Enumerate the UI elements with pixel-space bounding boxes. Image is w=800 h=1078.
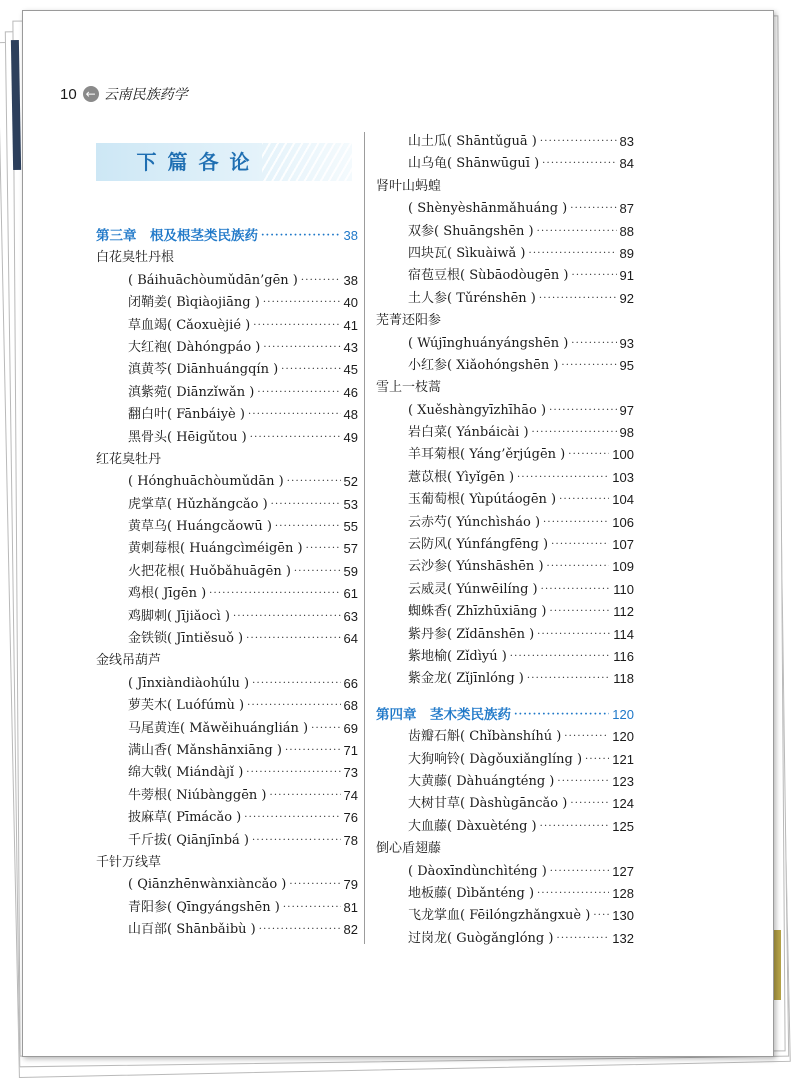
entry-title: ( Báihuāchòumǔdān’gēn ) (128, 272, 298, 288)
entry-title: 黄刺莓根( Huángcìméigēn ) (128, 541, 303, 557)
entry-title: 黄草乌( Huángcǎowū ) (128, 519, 272, 535)
entry-page-number: 69 (343, 720, 358, 736)
entry-page-number: 46 (343, 384, 358, 400)
entry-title: 紫金龙( Zǐjīnlóng ) (408, 671, 524, 687)
toc-entry (376, 771, 634, 793)
toc-entry (376, 726, 634, 748)
toc-entry (96, 628, 358, 650)
toc-entry (376, 861, 634, 883)
dot-leader (257, 382, 340, 404)
entry-title: ( Qiānzhēnwànxiàncǎo ) (128, 877, 287, 893)
toc-entry (376, 176, 634, 198)
toc-entry (376, 883, 634, 905)
entry-page-number: 84 (619, 156, 634, 172)
dot-leader (287, 471, 341, 493)
entry-page-number: 43 (343, 339, 358, 355)
toc-entry (96, 807, 358, 829)
toc-entry (96, 583, 358, 605)
entry-page-number: 52 (343, 474, 358, 490)
toc-entry (376, 668, 634, 690)
dot-leader (510, 646, 610, 668)
toc-right-column (376, 131, 634, 950)
back-arrow-icon: ← (83, 86, 99, 102)
toc-entry (376, 377, 634, 399)
entry-page-number: 91 (619, 268, 634, 284)
dot-leader (247, 695, 340, 717)
toc-entry (376, 355, 634, 377)
section-banner (96, 143, 352, 181)
dot-leader (570, 793, 609, 815)
entry-title: 金铁锁( Jīntiěsuǒ ) (128, 631, 244, 647)
toc-entry (376, 556, 634, 578)
dot-leader (585, 749, 609, 771)
entry-title: 青阳参( Qīngyángshēn ) (128, 899, 280, 915)
entry-page-number: 109 (612, 559, 634, 575)
entry-page-number: 95 (619, 357, 634, 373)
dot-leader (246, 628, 340, 650)
toc-entry (96, 695, 358, 717)
dot-leader (557, 771, 609, 793)
entry-title: 黑骨头( Hēigǔtou ) (128, 429, 247, 445)
entry-title: 地板藤( Dìbǎnténg ) (408, 885, 535, 901)
entry-page-number: 103 (612, 469, 634, 485)
entry-title: 牛蒡根( Niúbànggēn ) (128, 787, 267, 803)
toc-entry (96, 270, 358, 292)
dot-leader (285, 740, 341, 762)
entry-title: 大黄藤( Dàhuángténg ) (408, 773, 555, 789)
dot-leader (263, 292, 341, 314)
entry-title: 雪上一枝蒿 (376, 380, 442, 396)
entry-page-number: 125 (612, 818, 634, 834)
entry-title: ( Hónghuāchòumǔdān ) (128, 474, 284, 490)
entry-page-number: 114 (613, 626, 634, 642)
entry-page-number: 92 (619, 290, 634, 306)
dot-leader (517, 467, 609, 489)
entry-page-number: 121 (612, 751, 634, 767)
entry-title: 草血竭( Cǎoxuèjié ) (128, 317, 251, 333)
toc-entry (96, 315, 358, 337)
dot-leader (537, 883, 609, 905)
dot-leader (570, 198, 616, 220)
dot-leader (550, 601, 611, 623)
dot-leader (269, 785, 340, 807)
dot-leader (537, 624, 610, 646)
entry-page-number: 55 (343, 519, 358, 535)
dot-leader (263, 337, 340, 359)
toc-entry (376, 512, 634, 534)
entry-title: 山乌龟( Shānwūguī ) (408, 156, 540, 172)
entry-title: ( Wújīnghuányángshēn ) (408, 335, 569, 351)
dot-leader (246, 762, 340, 784)
entry-title: 岩白菜( Yánbáicài ) (408, 425, 529, 441)
entry-title: 火把花根( Huǒbǎhuāgēn ) (128, 563, 291, 579)
dot-leader (542, 153, 616, 175)
toc-entry (96, 650, 358, 672)
entry-page-number: 45 (343, 362, 358, 378)
dot-leader (543, 512, 609, 534)
entry-title: 绵大戟( Miándàjǐ ) (128, 765, 244, 781)
entry-title: 云沙参( Yúnshāshēn ) (408, 559, 544, 575)
toc-entry (376, 489, 634, 511)
toc-entry (96, 449, 358, 471)
dot-leader (294, 561, 341, 583)
entry-page-number: 127 (612, 863, 634, 879)
entry-title: 肾叶山蚂蝗 (376, 178, 442, 194)
entry-title: 大狗响铃( Dàgǒuxiǎnglíng ) (408, 751, 583, 767)
section-title: 下篇各论 (136, 150, 261, 174)
column-divider (364, 132, 365, 944)
dot-leader (561, 355, 616, 377)
entry-title: 玉葡萄根( Yùpútáogēn ) (408, 492, 557, 508)
entry-title: 倒心盾翅藤 (376, 841, 442, 857)
dot-leader (275, 516, 341, 538)
toc-entry (376, 243, 634, 265)
entry-title: 千针万线草 (96, 854, 162, 870)
chapter-title: 第三章 根及根茎类民族药 (96, 228, 258, 244)
entry-title: 翻白叶( Fānbáiyè ) (128, 407, 245, 423)
running-header (60, 84, 188, 104)
entry-page-number: 124 (612, 796, 634, 812)
chapter-heading (96, 225, 358, 247)
toc-entry (96, 919, 358, 941)
entry-title: ( Dàoxīndùnchìténg ) (408, 863, 547, 879)
toc-entry (376, 333, 634, 355)
entry-title: 马尾黄连( Mǎwěihuánglián ) (128, 720, 309, 736)
entry-page-number: 98 (619, 425, 634, 441)
dot-leader (559, 489, 609, 511)
entry-page-number: 53 (343, 496, 358, 512)
entry-title: 滇紫菀( Diānzǐwǎn ) (128, 384, 255, 400)
toc-entry (96, 538, 358, 560)
toc-entry (96, 382, 358, 404)
entry-title: 芜菁还阳参 (376, 313, 442, 329)
entry-title: 云威灵( Yúnwēilíng ) (408, 581, 538, 597)
entry-page-number: 61 (343, 586, 358, 602)
toc-left-column (96, 225, 358, 942)
toc-entry (96, 830, 358, 852)
entry-title: 山百部( Shānbǎibù ) (128, 922, 256, 938)
entry-page-number: 89 (619, 245, 634, 261)
banner-decoration (262, 143, 352, 181)
toc-entry (96, 561, 358, 583)
toc-entry (376, 534, 634, 556)
book-title: 云南民族药学 (103, 87, 188, 103)
entry-page-number: 41 (343, 317, 358, 333)
entry-page-number: 71 (343, 742, 358, 758)
toc-entry (376, 624, 634, 646)
entry-title: 紫地榆( Zǐdìyú ) (408, 648, 507, 664)
dot-leader (209, 583, 340, 605)
dot-leader (556, 928, 609, 950)
entry-page-number: 82 (343, 922, 358, 938)
toc-entry (376, 422, 634, 444)
dot-leader (271, 494, 341, 516)
entry-page-number: 38 (343, 228, 358, 243)
dot-leader (550, 861, 610, 883)
entry-page-number: 106 (612, 514, 634, 530)
toc-entry (96, 494, 358, 516)
dot-leader (514, 704, 609, 726)
toc-entry (376, 601, 634, 623)
entry-title: 金线吊葫芦 (96, 653, 162, 669)
entry-page-number: 116 (613, 648, 634, 664)
dot-leader (571, 333, 616, 355)
dot-leader (564, 726, 609, 748)
dot-leader (540, 816, 610, 838)
dot-leader (547, 556, 610, 578)
entry-page-number: 49 (343, 429, 358, 445)
dot-leader (593, 905, 609, 927)
dot-leader (281, 359, 340, 381)
toc-entry (96, 762, 358, 784)
entry-page-number: 97 (619, 402, 634, 418)
entry-page-number: 128 (612, 885, 634, 901)
dot-leader (248, 404, 341, 426)
toc-entry (376, 221, 634, 243)
entry-title: 宿苞豆根( Sùbāodòugēn ) (408, 268, 569, 284)
entry-title: 飞龙掌血( Fēilóngzhǎngxuè ) (408, 908, 591, 924)
dot-leader (289, 874, 340, 896)
entry-title: 披麻草( Pīmácǎo ) (128, 810, 242, 826)
entry-page-number: 118 (613, 671, 634, 687)
entry-title: 鸡根( Jīgēn ) (128, 586, 207, 602)
entry-title: 过岗龙( Guògǎnglóng ) (408, 930, 554, 946)
toc-entry (376, 467, 634, 489)
toc-entry (96, 471, 358, 493)
toc-entry (96, 292, 358, 314)
entry-title: 满山香( Mǎnshānxiāng ) (128, 742, 282, 758)
entry-title: 山土瓜( Shāntǔguā ) (408, 134, 537, 149)
entry-page-number: 63 (343, 608, 358, 624)
toc-entry (96, 427, 358, 449)
entry-page-number: 120 (612, 706, 634, 722)
toc-entry (376, 749, 634, 771)
dot-leader (551, 534, 609, 556)
toc-entry (96, 740, 358, 762)
entry-page-number: 88 (619, 223, 634, 239)
toc-entry (376, 816, 634, 838)
toc-entry (96, 337, 358, 359)
toc-entry (96, 404, 358, 426)
toc-entry (376, 905, 634, 927)
dot-leader (529, 243, 617, 265)
dot-leader (568, 444, 609, 466)
toc-entry (96, 852, 358, 874)
chapter-title: 第四章 茎木类民族药 (376, 706, 511, 723)
dot-leader (283, 897, 341, 919)
entry-page-number: 73 (343, 765, 358, 781)
entry-title: 白花臭牡丹根 (96, 250, 175, 266)
toc-entry (376, 400, 634, 422)
entry-page-number: 38 (343, 272, 358, 288)
entry-page-number: 64 (343, 631, 358, 647)
toc-entry (376, 579, 634, 601)
entry-page-number: 83 (619, 134, 634, 149)
toc-entry (376, 265, 634, 287)
dot-leader (537, 221, 617, 243)
entry-title: 四块瓦( Sìkuàiwǎ ) (408, 245, 526, 261)
entry-title: 红花臭牡丹 (96, 451, 162, 467)
toc-entry (96, 359, 358, 381)
entry-title: 蜘蛛香( Zhīzhūxiāng ) (408, 604, 547, 620)
entry-page-number: 132 (612, 930, 634, 946)
dot-leader (250, 427, 341, 449)
toc-entry (96, 874, 358, 896)
entry-page-number: 110 (613, 581, 634, 597)
entry-page-number: 57 (343, 541, 358, 557)
entry-page-number: 68 (343, 698, 358, 714)
toc-entry (376, 793, 634, 815)
dot-leader (541, 579, 611, 601)
entry-title: 小红参( Xiǎohóngshēn ) (408, 357, 559, 373)
dot-leader (549, 400, 616, 422)
entry-title: ( Jīnxiàndiàohúlu ) (128, 675, 250, 691)
entry-title: ( Shènyèshānmǎhuáng ) (408, 201, 568, 217)
entry-page-number: 130 (612, 908, 634, 924)
dot-leader (244, 807, 340, 829)
entry-title: 鸡脚刺( Jījiǎocì ) (128, 608, 230, 624)
toc-entry (376, 838, 634, 860)
entry-title: 千斤拔( Qiānjīnbá ) (128, 832, 249, 848)
dot-leader (532, 422, 617, 444)
toc-entry (376, 310, 634, 332)
entry-page-number: 107 (612, 537, 634, 553)
dot-leader (252, 830, 341, 852)
entry-page-number: 100 (612, 447, 634, 463)
entry-title: 薏苡根( Yìyǐgēn ) (408, 469, 515, 485)
entry-page-number: 123 (612, 773, 634, 789)
toc-entry (96, 516, 358, 538)
toc-entry (96, 897, 358, 919)
entry-title: 闭鞘姜( Bìqiàojiāng ) (128, 295, 260, 311)
dot-leader (233, 606, 341, 628)
entry-page-number: 104 (612, 492, 634, 508)
toc-entry (376, 288, 634, 310)
toc-entry (376, 198, 634, 220)
entry-page-number: 40 (343, 295, 358, 311)
entry-title: 大红袍( Dàhóngpáo ) (128, 339, 261, 355)
entry-title: 羊耳菊根( Yáng’ěrjúgēn ) (408, 447, 566, 463)
entry-title: 双参( Shuāngshēn ) (408, 223, 534, 239)
toc-entry (376, 646, 634, 668)
entry-page-number: 76 (343, 810, 358, 826)
entry-title: 土人参( Tǔrénshēn ) (408, 290, 536, 306)
entry-page-number: 112 (613, 604, 634, 620)
dot-leader (539, 288, 617, 310)
entry-title: 大血藤( Dàxuèténg ) (408, 818, 537, 834)
toc-entry (376, 153, 634, 175)
toc-entry (376, 131, 634, 153)
page-number: 10 (60, 85, 77, 103)
toc-entry (96, 718, 358, 740)
entry-title: ( Xuěshàngyīzhīhāo ) (408, 402, 547, 418)
entry-page-number: 78 (343, 832, 358, 848)
entry-page-number: 120 (612, 729, 634, 745)
dot-leader (540, 131, 617, 153)
toc-entry (96, 673, 358, 695)
toc-entry (96, 606, 358, 628)
entry-page-number: 93 (619, 335, 634, 351)
entry-title: 云赤芍( Yúnchìsháo ) (408, 514, 541, 530)
dot-leader (261, 225, 341, 247)
entry-title: 云防风( Yúnfángfēng ) (408, 537, 549, 553)
toc-entry (96, 247, 358, 269)
page-stack-edge (773, 930, 781, 1000)
entry-page-number: 59 (343, 563, 358, 579)
dot-leader (527, 668, 610, 690)
entry-page-number: 48 (343, 407, 358, 423)
toc-entry (96, 785, 358, 807)
dot-leader (572, 265, 617, 287)
entry-title: 虎掌草( Hǔzhǎngcǎo ) (128, 496, 268, 512)
dot-leader (311, 718, 340, 740)
entry-page-number: 81 (343, 899, 358, 915)
entry-page-number: 66 (343, 675, 358, 691)
dot-leader (306, 538, 341, 560)
entry-title: 滇黄芩( Diānhuángqín ) (128, 362, 279, 378)
entry-title: 紫丹参( Zǐdānshēn ) (408, 626, 535, 642)
entry-title: 大树甘草( Dàshùgāncǎo ) (408, 796, 568, 812)
toc-entry (376, 928, 634, 950)
dot-leader (259, 919, 341, 941)
entry-title: 齿瓣石斛( Chǐbànshíhú ) (408, 729, 562, 745)
chapter-heading (376, 704, 634, 726)
dot-leader (253, 315, 340, 337)
toc-entry (376, 444, 634, 466)
dot-leader (252, 673, 340, 695)
entry-title: 萝芙木( Luófúmù ) (128, 698, 245, 714)
dot-leader (301, 270, 341, 292)
entry-page-number: 74 (343, 787, 358, 803)
entry-page-number: 79 (343, 877, 358, 893)
entry-page-number: 87 (619, 201, 634, 217)
